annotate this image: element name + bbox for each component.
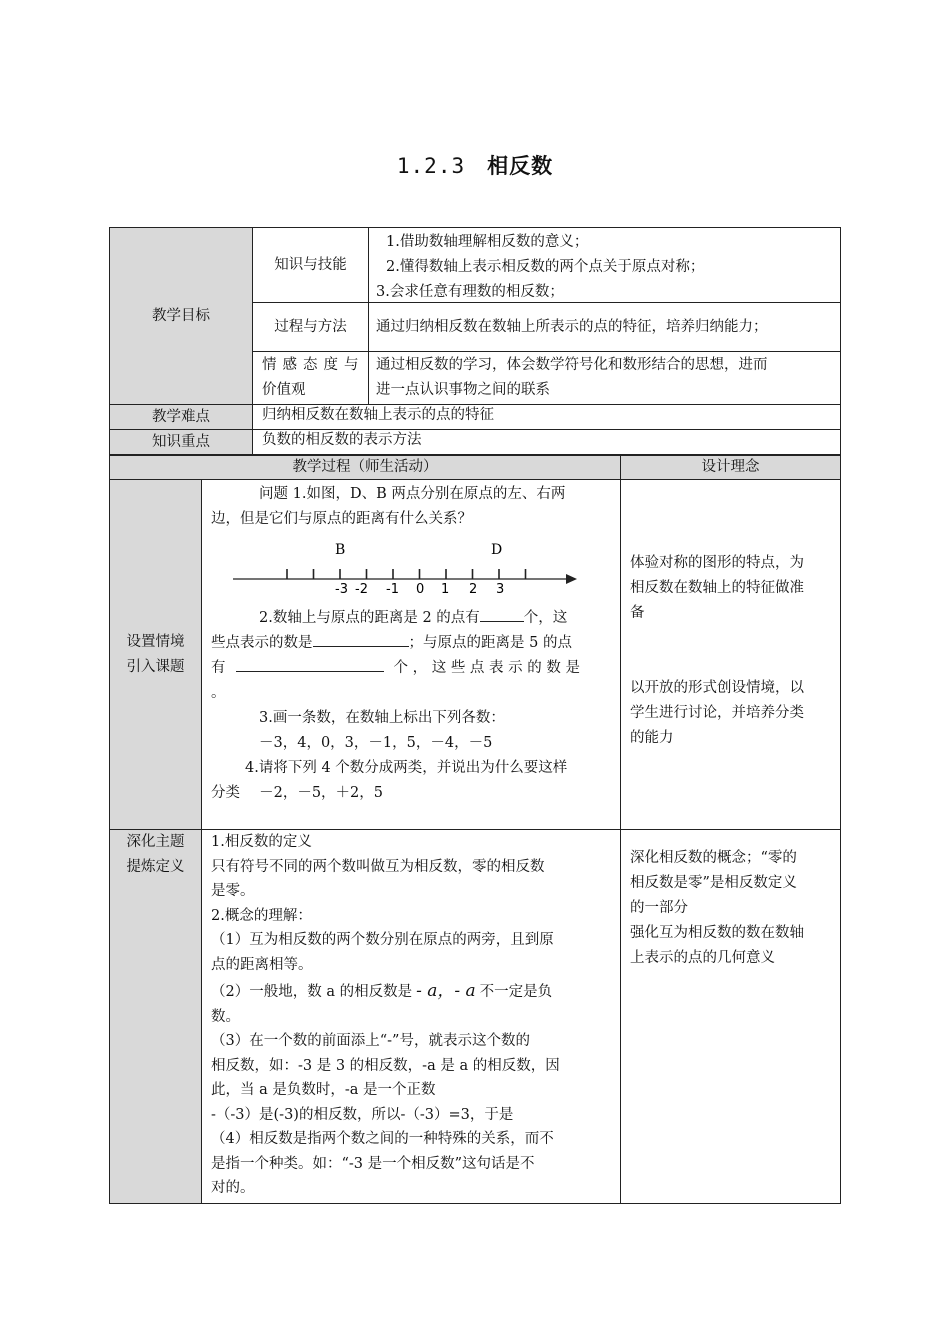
question2 [211,606,613,706]
content-line: 点的距离相等。 [211,956,313,973]
content-line: （3）在一个数的前面添上“-”号，就表示这个数的 [211,1033,530,1049]
design-line: 相反数在数轴上的特征做准 [630,580,804,596]
tick-label: 2 [469,582,478,597]
content-text: 不一定是负 [479,984,553,1000]
process-method-label: 过程与方法 [274,318,347,335]
tick-label: -1 [386,582,399,597]
content-line: 2.概念的理解： [211,907,312,924]
design-note-3 [630,846,836,971]
q2-text: ；与原点的距离是 5 的点 [408,635,572,651]
keypoint-text: 负数的相反数的表示方法 [262,432,422,448]
q1-line: 问题 1.如图，D、B 两点分别在原点的左、右两 [259,486,566,502]
content-line: （4）相反数是指两个数之间的一种特殊的关系，而不 [211,1131,554,1147]
content-line: 相反数，如：-3 是 3 的相反数，-a 是 a 的相反数，因 [211,1057,560,1074]
emotion-label [262,353,366,403]
answer-blank[interactable] [236,657,384,672]
question4 [211,756,613,806]
point-d-label: D [491,542,503,558]
design-line: 的一部分 [630,900,688,916]
title-number: 1.2.3 [396,154,466,178]
q2-text: 个，这 [523,610,568,626]
emotion-text [376,353,836,403]
difficulty-text: 归纳相反数在数轴上表示的点的特征 [262,407,494,423]
knowledge-label: 知识与技能 [274,256,347,273]
q4-line: 分类 －2，－5，＋2，5 [211,785,384,801]
section2-label-line: 提炼定义 [126,859,185,875]
content-line: 1.相反数的定义 [211,834,312,850]
number-line [225,535,585,600]
math-expression: - a，- a [416,981,476,1001]
design-line: 深化相反数的概念；“零的 [630,850,797,866]
section2-label [110,830,201,880]
design-line: 备 [630,605,645,621]
keypoint-label: 知识重点 [152,433,210,450]
q3-line: －3，4，0，3，－1，5，－4，－5 [259,735,493,751]
content-line: 数。 [211,1008,240,1025]
design-note-2 [630,676,836,751]
knowledge-line: 2.懂得数轴上表示相反数的两个点关于原点对称； [386,259,705,275]
process-header-left: 教学过程（师生活动） [292,459,438,475]
design-line: 相反数是零”是相反数定义 [630,875,797,891]
q2-text: 个 ， 这 些 点 表 示 的 数 是 [393,660,580,676]
q2-text: 些点表示的数是 [211,635,313,651]
q2-text: 有 [211,660,226,676]
content-text: （2）一般地，数 a 的相反数是 [211,984,413,1000]
emotion-label-line: 情感态度与 [262,357,365,373]
page-title [0,150,950,180]
content-line: 对的。 [211,1180,255,1196]
q1-line: 边，但是它们与原点的距离有什么关系？ [211,511,472,527]
design-line: 体验对称的图形的特点，为 [630,555,804,571]
design-line: 学生进行讨论，并培养分类 [630,705,804,721]
tick-label: 1 [441,582,450,597]
q4-line: 4.请将下列 4 个数分成两类，并说出为什么要这样 [245,760,568,776]
design-note-1 [630,551,836,626]
question1 [211,482,613,532]
section1-label [110,630,201,680]
axis-arrow-icon [566,574,577,584]
point-b-label: B [335,542,346,558]
content-line: 此，当 a 是负数时，-a 是一个正数 [211,1082,436,1098]
q2-text: 。 [211,685,226,701]
knowledge-line: 1.借助数轴理解相反数的意义； [386,234,589,250]
section2-label-line: 深化主题 [126,834,185,850]
design-line: 以开放的形式创设情境，以 [630,680,804,696]
title-name: 相反数 [487,153,554,178]
section2-label-bg [110,830,201,1203]
knowledge-text [372,230,838,305]
content-line: 只有符号不同的两个数叫做互为相反数，零的相反数 [211,858,545,875]
process-header-right: 设计理念 [701,459,760,475]
section1-label-line: 引入课题 [126,659,185,675]
question3 [211,706,613,756]
design-line: 的能力 [630,730,674,746]
design-line: 上表示的点的几何意义 [630,950,775,966]
q3-line: 3.画一条数，在数轴上标出下列各数： [259,710,505,726]
knowledge-line: 3.会求任意有理数的相反数； [376,284,564,300]
section1-label-line: 设置情境 [126,634,185,650]
emotion-line: 通过相反数的学习，体会数学符号化和数形结合的思想，进而 [376,357,768,373]
tick-label: 3 [496,582,505,597]
difficulty-label: 教学难点 [152,408,210,425]
answer-blank[interactable] [313,632,409,647]
process-method-text: 通过归纳相反数在数轴上所表示的点的特征，培养归纳能力； [376,319,768,335]
content-line: （1）互为相反数的两个数分别在原点的两旁，且到原 [211,932,554,948]
content-line: 是零。 [211,883,255,899]
tick-label: 0 [416,582,425,597]
design-line: 强化互为相反数的数在数轴 [630,925,804,941]
definition-content [211,830,613,1201]
emotion-line: 进一点认识事物之间的联系 [376,382,550,398]
content-line: 是指一个种类。如：“-3 是一个相反数”这句话是不 [211,1155,535,1172]
emotion-label-line: 价值观 [262,382,306,398]
objectives-label: 教学目标 [152,307,210,324]
content-line: -（-3）是(-3)的相反数，所以-（-3）=3，于是 [211,1106,514,1123]
tick-label: -2 [355,582,368,597]
q2-text: 2.数轴上与原点的距离是 2 的点有 [259,610,480,626]
answer-blank[interactable] [480,607,524,622]
tick-label: -3 [335,582,348,597]
